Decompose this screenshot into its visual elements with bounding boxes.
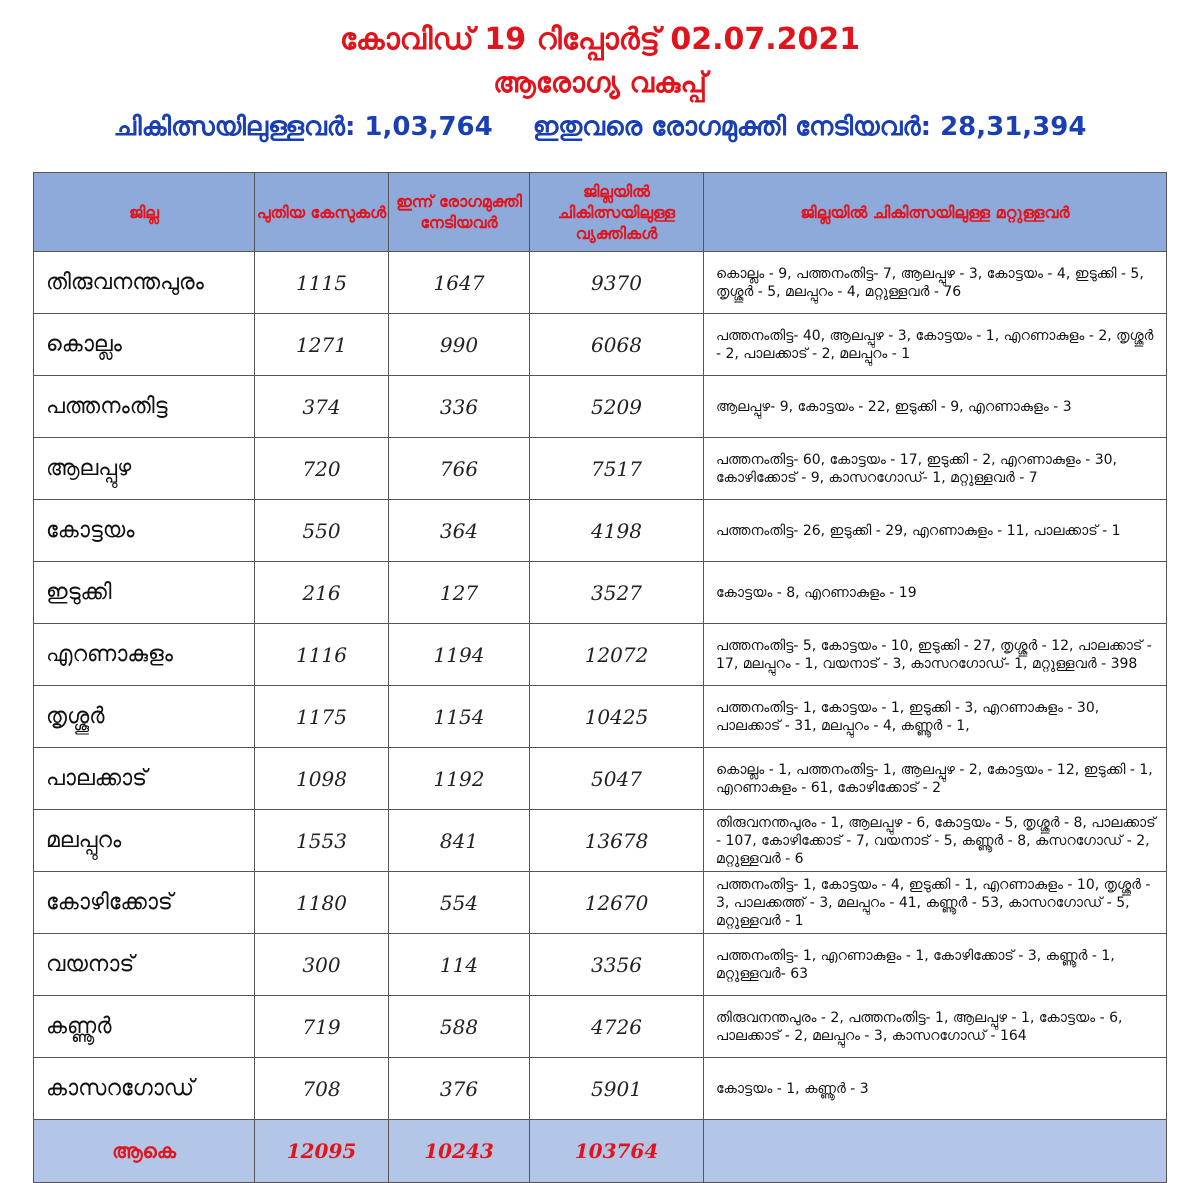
treatment-cell: 6068	[530, 314, 704, 376]
column-header-new-cases: പുതിയ കേസുകൾ	[255, 173, 389, 252]
treatment-cell: 4726	[530, 996, 704, 1058]
district-cell: കണ്ണൂർ	[34, 996, 255, 1058]
treatment-cell: 13678	[530, 810, 704, 872]
others-cell: കോട്ടയം - 1, കണ്ണൂർ - 3	[704, 1058, 1167, 1120]
district-cell: കോഴിക്കോട്	[34, 872, 255, 934]
new-cases-cell: 300	[255, 934, 389, 996]
table-row	[34, 686, 1167, 748]
table-row	[34, 934, 1167, 996]
others-cell: പത്തനംതിട്ട- 40, ആലപ്പുഴ - 3, കോട്ടയം - 1, എറണാകുളം - 2, തൃശ്ശൂർ - 2, പാലക്കാട് - 2, മലപ്പുറം - 1	[704, 314, 1167, 376]
table-row	[34, 748, 1167, 810]
new-cases-cell: 1175	[255, 686, 389, 748]
recovered-cell: 1194	[389, 624, 530, 686]
new-cases-cell: 1115	[255, 252, 389, 314]
recovered-cell: 841	[389, 810, 530, 872]
district-cell: പത്തനംതിട്ട	[34, 376, 255, 438]
new-cases-cell: 1271	[255, 314, 389, 376]
recovered-cell: 588	[389, 996, 530, 1058]
table-row	[34, 500, 1167, 562]
others-cell: പത്തനംതിട്ട- 5, കോട്ടയം - 10, ഇടുക്കി - 27, തൃശ്ശൂർ - 12, പാലക്കാട് - 17, മലപ്പുറം - 1, വയനാട് - 3, കാസറഗോഡ്- 1, മറ്റുള്ളവർ - 398	[704, 624, 1167, 686]
others-cell: തിരുവനന്തപുരം - 1, ആലപ്പുഴ - 6, കോട്ടയം - 5, തൃശ്ശൂർ - 8, പാലക്കാട് - 107, കോഴിക്കോട് - 7, വയനാട് - 5, കണ്ണൂർ - 8, കസറഗോഡ് - 2, മറ്റുള്ളവർ - 6	[704, 810, 1167, 872]
table-row	[34, 438, 1167, 500]
recovered-total-summary: ഇതുവരെ രോഗമുക്തി നേടിയവർ: 28,31,394	[532, 112, 1087, 142]
under-treatment-summary: ചികിത്സയിലുള്ളവർ: 1,03,764	[113, 112, 493, 142]
others-cell: പത്തനംതിട്ട- 1, കോട്ടയം - 1, ഇടുക്കി - 3, എറണാകുളം - 30, പാലക്കാട് - 31, മലപ്പുറം - 4, കണ്ണൂർ - 1,	[704, 686, 1167, 748]
recovered-cell: 554	[389, 872, 530, 934]
others-cell: കൊല്ലം - 9, പത്തനംതിട്ട- 7, ആലപ്പുഴ - 3, കോട്ടയം - 4, ഇടുക്കി - 5, തൃശ്ശൂർ - 5, മലപ്പുറം - 4, മറ്റുള്ളവർ - 76	[704, 252, 1167, 314]
others-cell: പത്തനംതിട്ട- 60, കോട്ടയം - 17, ഇടുക്കി - 2, എറണാകുളം - 30, കോഴിക്കോട് - 9, കാസറഗോഡ്- 1, മറ്റുള്ളവർ - 7	[704, 438, 1167, 500]
total-recovered: 10243	[389, 1120, 530, 1183]
new-cases-cell: 720	[255, 438, 389, 500]
recovered-cell: 766	[389, 438, 530, 500]
table-row	[34, 252, 1167, 314]
table-row	[34, 810, 1167, 872]
table-row	[34, 1058, 1167, 1120]
others-cell: കൊല്ലം - 1, പത്തനംതിട്ട- 1, ആലപ്പുഴ - 2, കോട്ടയം - 12, ഇടുക്കി - 1, എറണാകുളം - 61, കോഴിക്കോട് - 2	[704, 748, 1167, 810]
treatment-cell: 5901	[530, 1058, 704, 1120]
treatment-cell: 3527	[530, 562, 704, 624]
column-header-treatment: ജില്ലയിൽ ചികിത്സയിലുള്ള വ്യക്തികൾ	[530, 173, 704, 252]
treatment-cell: 12670	[530, 872, 704, 934]
recovered-cell: 127	[389, 562, 530, 624]
new-cases-cell: 1180	[255, 872, 389, 934]
total-new-cases: 12095	[255, 1120, 389, 1183]
others-cell: തിരുവനന്തപുരം - 2, പത്തനംതിട്ട- 1, ആലപ്പുഴ - 1, കോട്ടയം - 6, പാലക്കാട് - 2, മലപ്പുറം - 3, കാസറഗോഡ് - 164	[704, 996, 1167, 1058]
table-row	[34, 624, 1167, 686]
table-row	[34, 314, 1167, 376]
total-others-empty	[704, 1120, 1167, 1183]
summary-line	[0, 112, 1200, 143]
district-cell: ഇടുക്കി	[34, 562, 255, 624]
total-label: ആകെ	[34, 1120, 255, 1183]
total-treatment: 103764	[530, 1120, 704, 1183]
treatment-cell: 12072	[530, 624, 704, 686]
column-header-district: ജില്ല	[34, 173, 255, 252]
district-table	[33, 172, 1167, 1183]
new-cases-cell: 216	[255, 562, 389, 624]
table-row	[34, 996, 1167, 1058]
report-title: കോവിഡ് 19 റിപ്പോർട്ട് 02.07.2021	[339, 22, 861, 57]
new-cases-cell: 708	[255, 1058, 389, 1120]
table-row	[34, 872, 1167, 934]
column-header-others: ജില്ലയിൽ ചികിത്സയിലുള്ള മറ്റുള്ളവർ	[704, 173, 1167, 252]
others-cell: പത്തനംതിട്ട- 1, എറണാകുളം - 1, കോഴിക്കോട് - 3, കണ്ണൂർ - 1, മറ്റുള്ളവർ- 63	[704, 934, 1167, 996]
district-cell: തിരുവനന്തപുരം	[34, 252, 255, 314]
treatment-cell: 10425	[530, 686, 704, 748]
treatment-cell: 4198	[530, 500, 704, 562]
column-header-recovered: ഇന്ന് രോഗമുക്തി നേടിയവർ	[389, 173, 530, 252]
district-cell: കോട്ടയം	[34, 500, 255, 562]
recovered-cell: 1154	[389, 686, 530, 748]
district-cell: ആലപ്പുഴ	[34, 438, 255, 500]
treatment-cell: 5209	[530, 376, 704, 438]
district-cell: തൃശ്ശൂർ	[34, 686, 255, 748]
table-row	[34, 562, 1167, 624]
new-cases-cell: 1098	[255, 748, 389, 810]
new-cases-cell: 550	[255, 500, 389, 562]
department-name: ആരോഗ്യ വകുപ്പ്	[493, 66, 707, 99]
district-cell: പാലക്കാട്	[34, 748, 255, 810]
district-cell: കാസറഗോഡ്	[34, 1058, 255, 1120]
district-cell: എറണാകുളം	[34, 624, 255, 686]
others-cell: പത്തനംതിട്ട- 26, ഇടുക്കി - 29, എറണാകുളം - 11, പാലക്കാട് - 1	[704, 500, 1167, 562]
recovered-cell: 1192	[389, 748, 530, 810]
treatment-cell: 9370	[530, 252, 704, 314]
new-cases-cell: 374	[255, 376, 389, 438]
table-row	[34, 376, 1167, 438]
district-cell: കൊല്ലം	[34, 314, 255, 376]
recovered-cell: 1647	[389, 252, 530, 314]
others-cell: പത്തനംതിട്ട- 1, കോട്ടയം - 4, ഇടുക്കി - 1, എറണാകുളം - 10, തൃശ്ശൂർ - 3, പാലക്കത്ത് - 3, മലപ്പുറം - 41, കണ്ണൂർ - 53, കാസറഗോഡ് - 5, മറ്റുള്ളവർ - 1	[704, 872, 1167, 934]
total-row	[34, 1120, 1167, 1183]
treatment-cell: 3356	[530, 934, 704, 996]
treatment-cell: 7517	[530, 438, 704, 500]
new-cases-cell: 719	[255, 996, 389, 1058]
recovered-cell: 114	[389, 934, 530, 996]
recovered-cell: 364	[389, 500, 530, 562]
new-cases-cell: 1553	[255, 810, 389, 872]
table-header-row	[34, 173, 1167, 252]
others-cell: കോട്ടയം - 8, എറണാകുളം - 19	[704, 562, 1167, 624]
district-cell: മലപ്പുറം	[34, 810, 255, 872]
recovered-cell: 990	[389, 314, 530, 376]
district-cell: വയനാട്	[34, 934, 255, 996]
recovered-cell: 336	[389, 376, 530, 438]
new-cases-cell: 1116	[255, 624, 389, 686]
treatment-cell: 5047	[530, 748, 704, 810]
recovered-cell: 376	[389, 1058, 530, 1120]
others-cell: ആലപ്പുഴ- 9, കോട്ടയം - 22, ഇടുക്കി - 9, എറണാകുളം - 3	[704, 376, 1167, 438]
